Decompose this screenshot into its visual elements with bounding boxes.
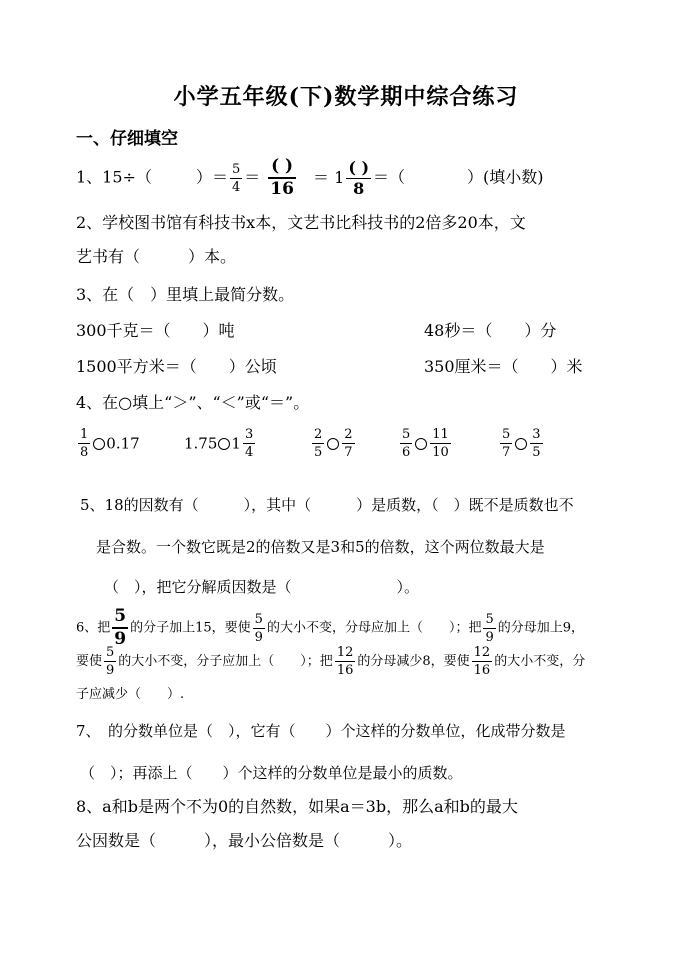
compare-circle-icon[interactable] [218,438,230,450]
q1-tail: ＝（ [373,167,406,187]
question-6-line-1: 6、把 $\frac{5}{9}$ 的分子加上15，要使 $\frac{5}{9}$ 的大小不变，分母应加上（ ）；把 $\frac{5}{9}$ 的分母加上9， [76,606,585,649]
question-2-line-1: 2、学校图书馆有科技书x本，文艺书比科技书的2倍多20本，文 [76,213,526,232]
question-3-title: 3、在（ ）里填上最简分数。 [76,285,295,304]
compare-circle-icon[interactable] [415,438,427,450]
question-7-line-2: （ ）；再添上（ ）个这样的分数单位是最小的质数。 [80,764,463,782]
question-6-line-2: 要使 $\frac{5}{9}$ 的大小不变，分子应加上（ ）；把 $\frac{12}{16}$ 的分母减少8，要使 $\frac{12}{16}$ 的大小不变，分 [76,645,586,678]
q1-end: ）(填小数) [467,167,544,187]
page-title: 小学五年级(下)数学期中综合练习 [173,84,519,110]
q6-fraction-large: $\frac{5}{9}$ [114,606,127,649]
question-5-line-3: （ ），把它分解质因数是（ ）。 [104,578,420,596]
q4-compare-4: $\frac{5}{6}$ $\frac{11}{10}$ [402,427,449,460]
q3-item-c: 1500平方米＝（ ）公顷 [76,357,277,376]
question-5-line-2: 是合数。一个数它既是2的倍数又是3和5的倍数，这个两位数最大是 [96,538,545,556]
q4-compare-5: $\frac{5}{7}$ $\frac{3}{5}$ [502,427,541,460]
q4-1-left-fraction: $\frac{1}{8}$ [80,427,89,460]
question-5-line-1: 5、18的因数有（ ），其中（ ）是质数，（ ）既不是质数也不 [80,496,574,514]
question-8-line-2: 公因数是（ ），最小公倍数是（ ）。 [76,831,413,850]
q3-item-b: 48秒＝（ ）分 [424,321,557,340]
compare-circle-icon[interactable] [93,438,105,450]
q1-eq: ＝ [244,167,261,187]
question-2-line-2: 艺书有（ ）本。 [76,247,237,266]
q1-prefix: 1、15÷（ [76,167,152,187]
question-7-line-1: 7、 的分数单位是（ ），它有（ ）个这样的分数单位，化成带分数是 [76,722,566,740]
question-6-line-3: 子应减少（ ）. [76,687,185,702]
question-1 [76,158,544,198]
q1-fraction-2: $\frac{( )}{16}$ [270,156,294,199]
q3-item-a: 300千克＝（ ）吨 [76,321,235,340]
compare-circle-icon[interactable] [515,438,527,450]
q3-item-d: 350厘米＝（ ）米 [424,357,583,376]
section-heading: 一、仔细填空 [76,129,178,149]
q1-fraction-3: $\frac{( )}{8}$ [348,157,370,198]
q4-compare-3: $\frac{2}{5}$ $\frac{2}{7}$ [314,427,353,460]
q4-compare-1: $\frac{1}{8}$ 0.17 [80,427,140,460]
q1-eq2: ＝ 1 [313,167,345,187]
q4-compare-2: 1.75 1 $\frac{3}{4}$ [184,427,254,460]
question-8-line-1: 8、a和b是两个不为0的自然数，如果a＝3b，那么a和b的最大 [76,797,518,816]
q1-mid: ）＝ [195,167,228,187]
question-4-title: 4、在○填上“＞”、“＜”或“＝”。 [76,393,310,412]
compare-circle-icon[interactable] [327,438,339,450]
q4-2-right-fraction: $\frac{3}{4}$ [244,427,254,460]
q1-fraction-1: $\frac{5}{4}$ [231,161,241,195]
